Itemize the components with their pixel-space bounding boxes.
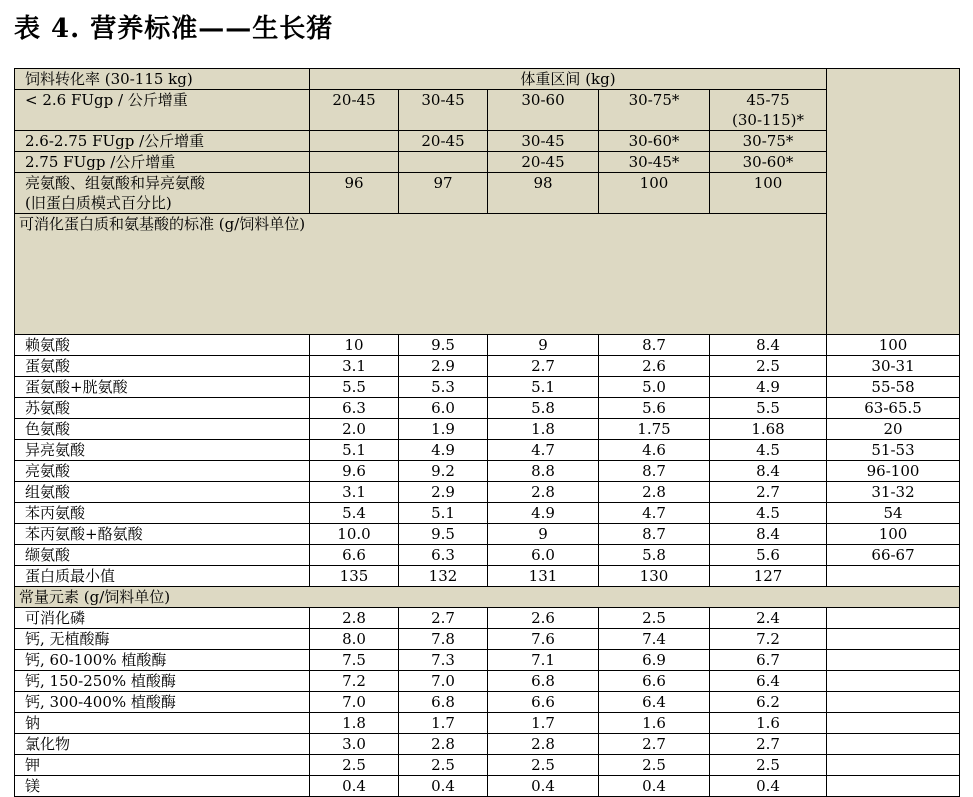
table-row (15, 671, 960, 692)
value-cell: 9.6 (310, 461, 399, 482)
value-cell: 6.4 (710, 671, 827, 692)
header-cell: 98 (488, 173, 599, 214)
value-cell: 4.6 (599, 440, 710, 461)
header-cell: 30-60* (710, 152, 827, 173)
value-cell: 10 (310, 335, 399, 356)
value-cell: 8.0 (310, 629, 399, 650)
weight-range-label: 体重区间 (kg) (310, 69, 827, 90)
header-row-label: < 2.6 FUgp / 公斤增重 (15, 90, 310, 131)
row-label: 钙, 60-100% 植酸酶 (15, 650, 310, 671)
empty-cell (827, 629, 960, 650)
row-label: 钙, 无植酸酶 (15, 629, 310, 650)
header-cell: 30-60* (599, 131, 710, 152)
value-cell: 7.2 (310, 671, 399, 692)
amino-section-heading: 可消化蛋白质和氨基酸的标准 (g/饲料单位) (15, 214, 827, 335)
table-row (15, 524, 960, 545)
value-cell: 7.3 (399, 650, 488, 671)
value-cell: 2.5 (488, 755, 599, 776)
value-cell: 2.7 (710, 734, 827, 755)
value-cell: 4.7 (599, 503, 710, 524)
value-cell: 8.7 (599, 524, 710, 545)
value-cell: 2.6 (599, 356, 710, 377)
value-cell: 6.6 (599, 671, 710, 692)
fcr-label: 饲料转化率 (30-115 kg) (15, 69, 310, 90)
value-cell: 1.6 (599, 713, 710, 734)
value-cell: 7.5 (310, 650, 399, 671)
lysine-pct-cell: 20 (827, 419, 960, 440)
row-label: 钾 (15, 755, 310, 776)
value-cell: 1.9 (399, 419, 488, 440)
header-cell (310, 131, 399, 152)
row-label: 蛋氨酸 (15, 356, 310, 377)
value-cell: 3.0 (310, 734, 399, 755)
header-cell: 30-45 (488, 131, 599, 152)
value-cell: 2.5 (599, 755, 710, 776)
header-cell: 20-45 (310, 90, 399, 131)
value-cell: 9.5 (399, 524, 488, 545)
table-row (15, 356, 960, 377)
lysine-pct-cell: 100 (827, 335, 960, 356)
header-cell: 30-75* (710, 131, 827, 152)
header-row (15, 90, 960, 131)
table-row (15, 776, 960, 797)
value-cell: 2.8 (399, 734, 488, 755)
value-cell: 2.9 (399, 482, 488, 503)
header-cell: 45-75 (30-115)* (710, 90, 827, 131)
nutrition-table (14, 68, 960, 797)
row-label: 蛋白质最小值 (15, 566, 310, 587)
value-cell: 9.5 (399, 335, 488, 356)
value-cell: 2.8 (488, 734, 599, 755)
value-cell: 5.6 (599, 398, 710, 419)
value-cell: 5.1 (488, 377, 599, 398)
value-cell: 7.0 (399, 671, 488, 692)
row-label: 缬氨酸 (15, 545, 310, 566)
table-row (15, 461, 960, 482)
empty-cell (827, 650, 960, 671)
header-row (15, 152, 960, 173)
table-row (15, 755, 960, 776)
table-row (15, 419, 960, 440)
value-cell: 8.4 (710, 524, 827, 545)
value-cell: 7.4 (599, 629, 710, 650)
value-cell: 2.8 (599, 482, 710, 503)
table-row (15, 482, 960, 503)
row-label: 异亮氨酸 (15, 440, 310, 461)
value-cell: 5.5 (310, 377, 399, 398)
header-row-label: 2.6-2.75 FUgp /公斤增重 (15, 131, 310, 152)
value-cell: 5.1 (399, 503, 488, 524)
row-label: 钙, 150-250% 植酸酶 (15, 671, 310, 692)
value-cell: 2.7 (599, 734, 710, 755)
value-cell: 0.4 (310, 776, 399, 797)
row-label: 镁 (15, 776, 310, 797)
header-cell: 20-45 (488, 152, 599, 173)
value-cell: 8.7 (599, 461, 710, 482)
value-cell: 0.4 (599, 776, 710, 797)
table-row (15, 734, 960, 755)
value-cell: 1.7 (399, 713, 488, 734)
header-cell (399, 152, 488, 173)
lysine-pct-cell: 96-100 (827, 461, 960, 482)
value-cell: 2.7 (488, 356, 599, 377)
table-row (15, 713, 960, 734)
lysine-pct-cell (827, 566, 960, 587)
value-cell: 5.3 (399, 377, 488, 398)
value-cell: 3.1 (310, 356, 399, 377)
page-title: 表 4. 营养标准——生长猪 (14, 14, 334, 44)
value-cell: 6.4 (599, 692, 710, 713)
value-cell: 132 (399, 566, 488, 587)
header-cell: 100 (599, 173, 710, 214)
value-cell: 4.7 (488, 440, 599, 461)
value-cell: 6.7 (710, 650, 827, 671)
value-cell: 1.8 (488, 419, 599, 440)
lysine-pct-cell: 54 (827, 503, 960, 524)
table-row (15, 335, 960, 356)
header-cell: 30-45 (399, 90, 488, 131)
value-cell: 5.4 (310, 503, 399, 524)
table-row (15, 629, 960, 650)
table-row (15, 503, 960, 524)
value-cell: 6.8 (488, 671, 599, 692)
row-label: 苯丙氨酸 (15, 503, 310, 524)
value-cell: 6.2 (710, 692, 827, 713)
row-label: 色氨酸 (15, 419, 310, 440)
value-cell: 2.0 (310, 419, 399, 440)
value-cell: 2.8 (310, 608, 399, 629)
value-cell: 1.68 (710, 419, 827, 440)
row-label: 赖氨酸 (15, 335, 310, 356)
value-cell: 9 (488, 524, 599, 545)
value-cell: 7.6 (488, 629, 599, 650)
header-cell: 30-60 (488, 90, 599, 131)
value-cell: 4.9 (710, 377, 827, 398)
value-cell: 1.6 (710, 713, 827, 734)
header-cell: 100 (710, 173, 827, 214)
header-cell: 30-75* (599, 90, 710, 131)
value-cell: 6.6 (310, 545, 399, 566)
header-row-fcr (15, 69, 960, 90)
lysine-pct-cell: 63-65.5 (827, 398, 960, 419)
lysine-pct-cell: 30-31 (827, 356, 960, 377)
row-label: 苯丙氨酸+酪氨酸 (15, 524, 310, 545)
empty-cell (827, 755, 960, 776)
value-cell: 2.5 (710, 755, 827, 776)
lysine-pct-cell: 51-53 (827, 440, 960, 461)
value-cell: 7.8 (399, 629, 488, 650)
value-cell: 5.0 (599, 377, 710, 398)
value-cell: 131 (488, 566, 599, 587)
value-cell: 8.7 (599, 335, 710, 356)
lysine-pct-cell: 100 (827, 524, 960, 545)
value-cell: 6.0 (488, 545, 599, 566)
value-cell: 1.8 (310, 713, 399, 734)
value-cell: 4.9 (399, 440, 488, 461)
table-row (15, 566, 960, 587)
value-cell: 1.75 (599, 419, 710, 440)
row-label: 组氨酸 (15, 482, 310, 503)
value-cell: 6.0 (399, 398, 488, 419)
row-label: 氯化物 (15, 734, 310, 755)
table-row (15, 440, 960, 461)
header-row (15, 173, 960, 214)
value-cell: 2.8 (488, 482, 599, 503)
value-cell: 5.5 (710, 398, 827, 419)
value-cell: 0.4 (399, 776, 488, 797)
lysine-pct-cell: 66-67 (827, 545, 960, 566)
value-cell: 5.6 (710, 545, 827, 566)
empty-cell (827, 776, 960, 797)
value-cell: 3.1 (310, 482, 399, 503)
lysine-pct-cell: 31-32 (827, 482, 960, 503)
header-cell: 30-45* (599, 152, 710, 173)
value-cell: 8.4 (710, 335, 827, 356)
row-label: 可消化磷 (15, 608, 310, 629)
value-cell: 2.5 (310, 755, 399, 776)
table-row (15, 545, 960, 566)
mineral-section-heading: 常量元素 (g/饲料单位) (15, 587, 960, 608)
value-cell: 8.4 (710, 461, 827, 482)
header-row (15, 131, 960, 152)
value-cell: 9 (488, 335, 599, 356)
table-row (15, 608, 960, 629)
empty-cell (827, 713, 960, 734)
header-blank-cell (827, 69, 960, 335)
header-cell: 20-45 (399, 131, 488, 152)
value-cell: 5.1 (310, 440, 399, 461)
value-cell: 4.9 (488, 503, 599, 524)
value-cell: 4.5 (710, 503, 827, 524)
header-cell: 97 (399, 173, 488, 214)
row-label: 亮氨酸 (15, 461, 310, 482)
value-cell: 2.9 (399, 356, 488, 377)
amino-section-heading-row (15, 214, 960, 335)
table-row (15, 692, 960, 713)
value-cell: 0.4 (488, 776, 599, 797)
row-label: 苏氨酸 (15, 398, 310, 419)
value-cell: 2.7 (399, 608, 488, 629)
value-cell: 5.8 (488, 398, 599, 419)
value-cell: 135 (310, 566, 399, 587)
empty-cell (827, 734, 960, 755)
value-cell: 8.8 (488, 461, 599, 482)
value-cell: 6.3 (399, 545, 488, 566)
value-cell: 7.1 (488, 650, 599, 671)
value-cell: 9.2 (399, 461, 488, 482)
value-cell: 1.7 (488, 713, 599, 734)
value-cell: 5.8 (599, 545, 710, 566)
empty-cell (827, 692, 960, 713)
value-cell: 7.2 (710, 629, 827, 650)
row-label: 钙, 300-400% 植酸酶 (15, 692, 310, 713)
value-cell: 2.5 (399, 755, 488, 776)
value-cell: 2.7 (710, 482, 827, 503)
value-cell: 7.0 (310, 692, 399, 713)
header-cell (310, 152, 399, 173)
header-row-label: 亮氨酸、组氨酸和异亮氨酸 (旧蛋白质模式百分比) (15, 173, 310, 214)
table-row (15, 377, 960, 398)
lysine-pct-cell: 55-58 (827, 377, 960, 398)
value-cell: 6.9 (599, 650, 710, 671)
value-cell: 2.5 (599, 608, 710, 629)
row-label: 蛋氨酸+胱氨酸 (15, 377, 310, 398)
value-cell: 10.0 (310, 524, 399, 545)
empty-cell (827, 608, 960, 629)
header-cell: 96 (310, 173, 399, 214)
value-cell: 4.5 (710, 440, 827, 461)
value-cell: 6.8 (399, 692, 488, 713)
row-label: 钠 (15, 713, 310, 734)
value-cell: 130 (599, 566, 710, 587)
header-row-label: 2.75 FUgp /公斤增重 (15, 152, 310, 173)
value-cell: 2.6 (488, 608, 599, 629)
value-cell: 0.4 (710, 776, 827, 797)
table-row (15, 398, 960, 419)
value-cell: 127 (710, 566, 827, 587)
value-cell: 6.3 (310, 398, 399, 419)
table-row (15, 650, 960, 671)
empty-cell (827, 671, 960, 692)
value-cell: 2.5 (710, 356, 827, 377)
mineral-section-heading-row (15, 587, 960, 608)
value-cell: 6.6 (488, 692, 599, 713)
value-cell: 2.4 (710, 608, 827, 629)
